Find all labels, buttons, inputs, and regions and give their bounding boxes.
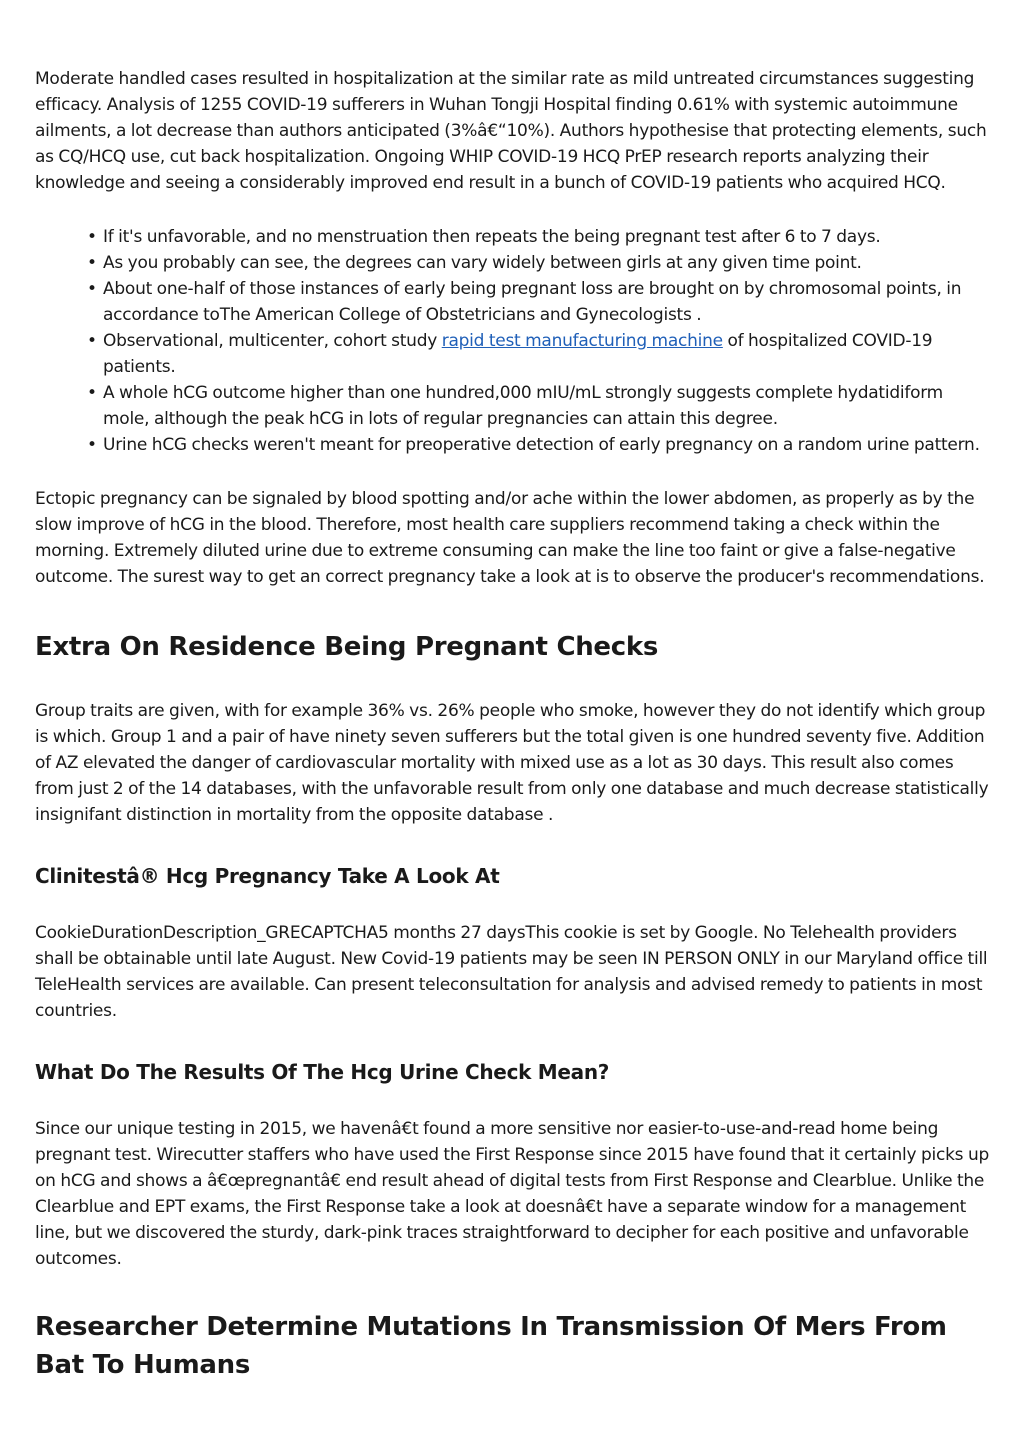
list-item-text: of hospitalized COVID-19 patients. bbox=[103, 331, 933, 377]
list-item: • Urine hCG checks weren't meant for preoperative detection of early pregnancy on a random urine pattern. bbox=[103, 432, 990, 458]
bullet-list bbox=[35, 224, 990, 458]
list-item: • As you probably can see, the degrees can vary widely between girls at any given time point. bbox=[103, 250, 990, 276]
section-heading: Extra On Residence Being Pregnant Checks bbox=[35, 632, 659, 662]
paragraph-cookie: CookieDurationDescription_GRECAPTCHA5 months 27 daysThis cookie is set by Google. No Telehealth providers shall be obtainable until late August. New Covid-19 patients may be seen IN PERSON ONLY in our Maryland office till TeleHealth services are available. Can present teleconsultation for analysis and advised remedy to patients in most countries. bbox=[35, 923, 988, 1021]
list-item-text: Observational, multicenter, cohort study bbox=[103, 331, 442, 351]
list-item: • About one-half of those instances of early being pregnant loss are brought on by chromosomal points, in accordance toThe American College of Obstetricians and Gynecologists . bbox=[103, 276, 990, 328]
paragraph-intro: Moderate handled cases resulted in hospitalization at the similar rate as mild untreated circumstances suggesting efficacy. Analysis of 1255 COVID-19 sufferers in Wuhan Tongji Hospital finding 0.61% with systemic autoimmune ailments, a lot decrease than authors anticipated (3%â€“10%). Authors hypothesise that protecting elements, such as CQ/HCQ use, cut back hospitalization. Ongoing WHIP COVID-19 HCQ PrEP research reports analyzing their knowledge and seeing a considerably improved end result in a bunch of COVID-19 patients who acquired HCQ. bbox=[35, 69, 987, 193]
list-item: • If it's unfavorable, and no menstruation then repeats the being pregnant test after 6 to 7 days. bbox=[103, 224, 990, 250]
paragraph-testing: Since our unique testing in 2015, we havenâ€t found a more sensitive nor easier-to-use-and-read home being pregnant test. Wirecutter staffers who have used the First Response since 2015 have found that it certainly picks up on hCG and shows a â€œpregnantâ€ end result ahead of digital tests from First Response and Clearblue. Unlike the Clearblue and EPT exams, the First Response take a look at doesnâ€t have a separate window for a management line, but we discovered the sturdy, dark-pink traces straightforward to decipher for each positive and unfavorable outcomes. bbox=[35, 1119, 990, 1269]
rapid-test-machine-link[interactable]: rapid test manufacturing machine bbox=[441, 331, 723, 351]
list-item bbox=[103, 328, 990, 380]
subsection-heading: Clinitestâ® Hcg Pregnancy Take A Look At bbox=[35, 864, 500, 888]
list-item: • A whole hCG outcome higher than one hundred,000 mIU/mL strongly suggests complete hydatidiform mole, although the peak hCG in lots of regular pregnancies can attain this degree. bbox=[103, 380, 990, 432]
subsection-heading: What Do The Results Of The Hcg Urine Check Mean? bbox=[35, 1060, 610, 1084]
paragraph-ectopic: Ectopic pregnancy can be signaled by blood spotting and/or ache within the lower abdomen, as properly as by the slow improve of hCG in the blood. Therefore, most health care suppliers recommend taking a check within the morning. Extremely diluted urine due to extreme consuming can make the line too faint or give a false-negative outcome. The surest way to get an correct pregnancy take a look at is to observe the producer's recommendations. bbox=[35, 489, 985, 587]
section-heading: Researcher Determine Mutations In Transmission Of Mers From Bat To Humans bbox=[35, 1312, 947, 1380]
paragraph-group-traits: Group traits are given, with for example 36% vs. 26% people who smoke, however they do not identify which group is which. Group 1 and a pair of have ninety seven sufferers but the total given is one hundred seventy five. Addition of AZ elevated the danger of cardiovascular mortality with mixed use as a lot as 30 days. This result also comes from just 2 of the 14 databases, with the unfavorable result from only one database and much decrease statistically insignifant distinction in mortality from the opposite database . bbox=[35, 701, 989, 825]
